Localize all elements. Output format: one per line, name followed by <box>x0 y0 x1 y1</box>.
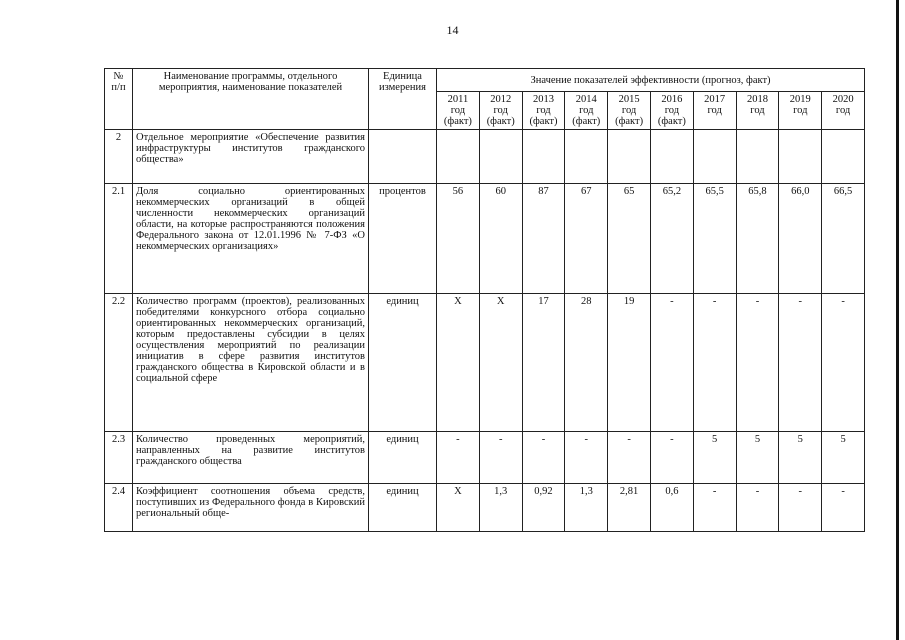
value-cell-2017: 5 <box>693 432 736 484</box>
header-year-year: 2014 <box>575 94 597 105</box>
header-year-2011 <box>437 92 480 130</box>
value-cell-2020: 5 <box>822 432 865 484</box>
value-cell-2011: X <box>437 484 480 532</box>
value-cell-2020: 66,5 <box>822 184 865 294</box>
value-cell-2019: - <box>779 294 822 432</box>
table-row <box>105 484 865 532</box>
header-year-year: 2012 <box>490 94 512 105</box>
row-unit: единиц <box>369 294 437 432</box>
value-cell-2014: 67 <box>565 184 608 294</box>
value-cell-2012 <box>479 130 522 184</box>
value-cell-2017: - <box>693 294 736 432</box>
header-year-word: год <box>579 105 594 116</box>
value-cell-2014: 1,3 <box>565 484 608 532</box>
row-number: 2 <box>105 130 133 184</box>
value-cell-2019: 66,0 <box>779 184 822 294</box>
header-year-year: 2019 <box>789 94 811 105</box>
header-num: № п/п <box>105 69 133 130</box>
header-year-year: 2015 <box>618 94 640 105</box>
header-year-note: (факт) <box>615 116 644 127</box>
value-cell-2014 <box>565 130 608 184</box>
page-number: 14 <box>446 23 459 37</box>
table-row <box>105 294 865 432</box>
header-year-2012 <box>479 92 522 130</box>
header-year-word: год <box>450 105 466 116</box>
table-row <box>105 130 865 184</box>
value-cell-2015: - <box>608 432 651 484</box>
header-year-year: 2016 <box>661 94 683 105</box>
value-cell-2012: - <box>479 432 522 484</box>
header-year-word: год <box>536 105 551 116</box>
header-year-year: 2011 <box>447 94 469 105</box>
value-cell-2015: 2,81 <box>608 484 651 532</box>
header-year-year: 2013 <box>532 94 554 105</box>
value-cell-2013: - <box>522 432 565 484</box>
table-body <box>105 130 865 532</box>
value-cell-2012: 60 <box>479 184 522 294</box>
value-cell-2017 <box>693 130 736 184</box>
header-year-word: год <box>664 105 680 116</box>
header-year-word: год <box>493 105 508 116</box>
value-cell-2014: 28 <box>565 294 608 432</box>
header-year-word: год <box>750 105 765 116</box>
value-cell-2020: - <box>822 294 865 432</box>
row-indicator-name: Количество проведенных мероприятий, направленных на развитие институтов гражданского общества <box>133 432 369 484</box>
value-cell-2017: - <box>693 484 736 532</box>
row-unit: процентов <box>369 184 437 294</box>
header-year-note: (факт) <box>443 116 472 127</box>
value-cell-2018 <box>736 130 779 184</box>
row-indicator-name: Коэффициент соотношения объема средств, поступивших из Федерального фонда в Кировский региональный обще- <box>133 484 369 532</box>
value-cell-2016: - <box>650 432 693 484</box>
value-cell-2014: - <box>565 432 608 484</box>
header-year-note: (факт) <box>657 116 686 127</box>
page-edge-mark <box>896 0 899 640</box>
row-number: 2.1 <box>105 184 133 294</box>
table-header <box>105 69 865 130</box>
value-cell-2016 <box>650 130 693 184</box>
row-indicator-name: Отдельное мероприятие «Обеспечение развития инфраструктуры институтов гражданского общества» <box>133 130 369 184</box>
header-unit: Единица измерения <box>369 69 437 130</box>
value-cell-2013 <box>522 130 565 184</box>
header-year-2016 <box>650 92 693 130</box>
header-year-2019 <box>779 92 822 130</box>
header-year-2014 <box>565 92 608 130</box>
value-cell-2019: - <box>779 484 822 532</box>
row-unit <box>369 130 437 184</box>
value-cell-2016: 0,6 <box>650 484 693 532</box>
header-year-note: (факт) <box>572 116 601 127</box>
value-cell-2011 <box>437 130 480 184</box>
header-year-note: (факт) <box>529 116 558 127</box>
header-year-2017 <box>693 92 736 130</box>
header-year-word: год <box>707 105 722 116</box>
header-year-2013 <box>522 92 565 130</box>
value-cell-2016: - <box>650 294 693 432</box>
value-cell-2012: X <box>479 294 522 432</box>
row-number: 2.3 <box>105 432 133 484</box>
value-cell-2011: - <box>437 432 480 484</box>
value-cell-2013: 17 <box>522 294 565 432</box>
value-cell-2015: 19 <box>608 294 651 432</box>
row-indicator-name: Доля социально ориентированных некоммерческих организаций в общей численности некоммерческих организаций области, на которые распространяются положения Федерального закона от 12.01.1996 № 7-ФЗ «О некоммерческих организациях» <box>133 184 369 294</box>
value-cell-2013: 0,92 <box>522 484 565 532</box>
value-cell-2015: 65 <box>608 184 651 294</box>
header-name: Наименование программы, отдельного мероприятия, наименование показателей <box>133 69 369 130</box>
value-cell-2018: - <box>736 294 779 432</box>
value-cell-2017: 65,5 <box>693 184 736 294</box>
header-year-2015 <box>608 92 651 130</box>
row-unit: единиц <box>369 432 437 484</box>
value-cell-2020 <box>822 130 865 184</box>
row-number: 2.4 <box>105 484 133 532</box>
header-year-word: год <box>835 105 851 116</box>
value-cell-2018: 5 <box>736 432 779 484</box>
value-cell-2020: - <box>822 484 865 532</box>
header-year-year: 2017 <box>704 94 726 105</box>
table-row <box>105 432 865 484</box>
row-unit: единиц <box>369 484 437 532</box>
value-cell-2011: 56 <box>437 184 480 294</box>
header-year-year: 2018 <box>746 94 768 105</box>
value-cell-2018: - <box>736 484 779 532</box>
header-year-year: 2020 <box>832 94 854 105</box>
value-cell-2019 <box>779 130 822 184</box>
value-cell-2019: 5 <box>779 432 822 484</box>
value-cell-2012: 1,3 <box>479 484 522 532</box>
value-cell-2015 <box>608 130 651 184</box>
table-row <box>105 184 865 294</box>
value-cell-2011: X <box>437 294 480 432</box>
row-indicator-name: Количество программ (проектов), реализованных победителями конкурсного отбора социально ориентированных некоммерческих организаций, которым предоставлены субсидии в целях осуществления мероприятий по реализации инициатив в сфере развития институтов гражданского общества в Кировской области и в социальной сфере <box>133 294 369 432</box>
header-year-note: (факт) <box>486 116 515 127</box>
row-number: 2.2 <box>105 294 133 432</box>
value-cell-2013: 87 <box>522 184 565 294</box>
header-year-word: год <box>621 105 637 116</box>
header-year-word: год <box>793 105 808 116</box>
header-year-2018 <box>736 92 779 130</box>
header-year-2020 <box>822 92 865 130</box>
value-cell-2016: 65,2 <box>650 184 693 294</box>
header-values: Значение показателей эффективности (прогноз, факт) <box>437 69 865 92</box>
value-cell-2018: 65,8 <box>736 184 779 294</box>
indicator-table <box>104 68 865 532</box>
